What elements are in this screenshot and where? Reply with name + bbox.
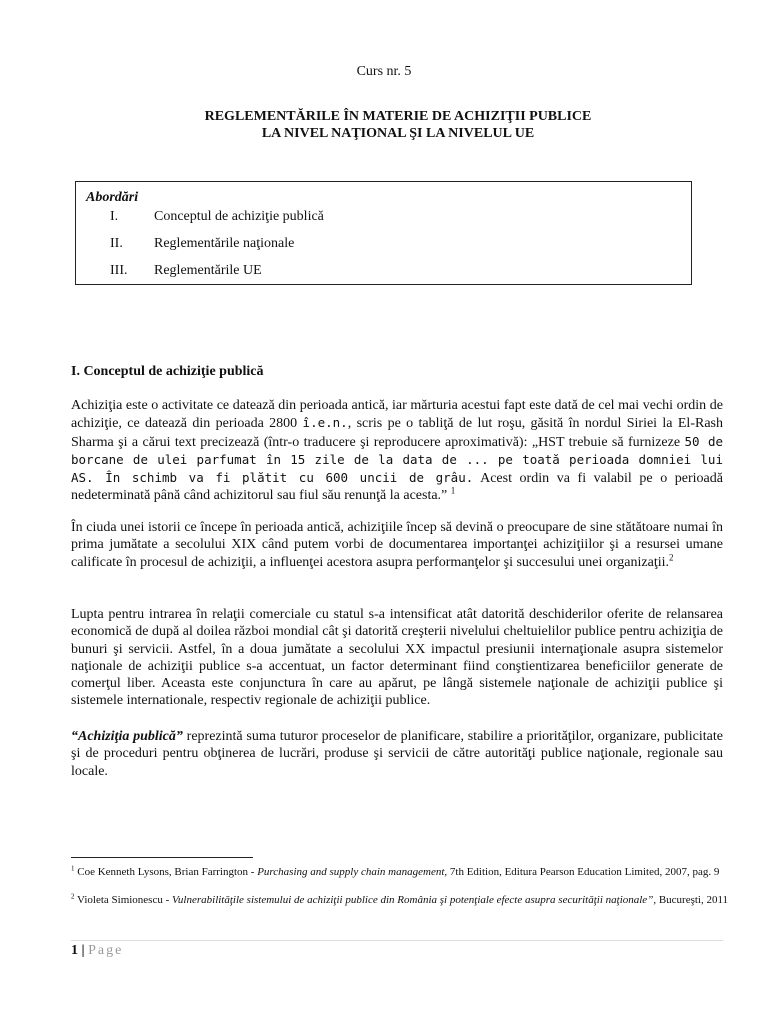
outline-item-number: I. <box>110 209 119 224</box>
outline-item <box>110 263 262 279</box>
footnote-number: 2 <box>71 892 75 901</box>
outline-item-label: Conceptul de achiziţie publică <box>154 209 324 224</box>
footnote-separator <box>71 857 253 858</box>
defined-term: “Achiziţia publică” <box>71 729 183 744</box>
footnote-text: Coe Kenneth Lysons, Brian Farrington - <box>74 866 258 878</box>
course-label: Curs nr. 5 <box>356 64 412 79</box>
page-footer <box>71 943 123 959</box>
footnote-number: 1 <box>71 864 75 873</box>
quoted-order-text: 50 de borcane de ulei parfumat în 15 zile de la data de ... pe toată perioada domniei lui AS. În schimb va fi plătit cu 600 uncii de grâu. <box>71 433 723 486</box>
page-number: 1 <box>71 943 78 958</box>
section-heading: I. Conceptul de achiziţie publică <box>71 364 264 379</box>
outline-item-number: III. <box>110 263 128 278</box>
paragraph-text: reprezintă suma tuturor proceselor de planificare, stabilire a priorităţilor, organizare, publicitate şi de proceduri pentru obţinerea de lucrări, produse şi servicii de către autorităţi publice naţionale, regionale sau locale. <box>71 729 723 779</box>
title-line-1: REGLEMENTĂRILE ÎN MATERIE DE ACHIZIŢII PUBLICE <box>204 109 592 124</box>
page-separator: | <box>78 943 89 958</box>
footnote-text: , Bucureşti, 2011 <box>653 894 729 906</box>
footnote-2 <box>71 894 731 907</box>
paragraph-text: În ciuda unei istorii ce începe în perioada antică, achiziţiile încep să devină o preocupare de sine stătătoare numai în prima jumătate a secolului XIX când putem vorbi de documentarea importanţei achiziţiilor şi a resursei umane calificate în procesul de achiziţii, a influenţei acestora asupra performanţelor şi succesului unei organizaţii. <box>71 520 723 570</box>
outline-item-label: Reglementările UE <box>154 263 262 278</box>
paragraph-1 <box>71 397 723 505</box>
paragraph-3 <box>71 606 723 710</box>
footnote-text: Violeta Simionescu - <box>74 894 173 906</box>
footer-divider <box>71 940 723 941</box>
page-label: Page <box>88 943 124 958</box>
paragraph-4 <box>71 728 723 780</box>
footnote-ref-2: 2 <box>669 551 674 562</box>
outline-item-label: Reglementările naţionale <box>154 236 295 251</box>
era-abbreviation: î.e.n. <box>302 415 348 431</box>
outline-heading: Abordări <box>86 190 139 205</box>
paragraph-text: Acest ordin va fi valabil pe o perioadă nedeterminată până când achizitorul sau fiul său renunţă la acesta.” <box>71 471 723 504</box>
outline-item <box>110 209 324 225</box>
paragraph-2 <box>71 519 723 571</box>
outline-box <box>75 181 692 285</box>
paragraph-text: , scris pe o tabliţă de lut roşu, găsită în nordul Siriei la El-Rash Sharma şi a cărui text precizează (într-o traducere şi reproducere aproximativă): „HST trebuie să furnizeze <box>71 416 723 450</box>
title-line-2: LA NIVEL NAŢIONAL ŞI LA NIVELUL UE <box>261 126 535 141</box>
paragraph-text: Achiziţia este o activitate ce datează din perioada antică, iar mărturia acestui fapt este dată de cel mai vechi ordin de achiziţie, ce datează din perioada 2800 <box>71 398 723 432</box>
footnote-text: , 7th Edition, Editura Pearson Education Limited, 2007, pag. 9 <box>444 866 720 878</box>
outline-item <box>110 236 294 252</box>
footnote-title: Vulnerabilităţile sistemului de achiziţii publice din România şi potenţiale efecte asupra securităţii naţionale” <box>172 894 654 906</box>
footnote-title: Purchasing and supply chain management <box>257 866 445 878</box>
footnote-ref-1: 1 <box>450 485 456 496</box>
document-title <box>0 108 768 142</box>
outline-item-number: II. <box>110 236 123 251</box>
paragraph-text: Lupta pentru intrarea în relaţii comerciale cu statul s-a intensificat atât datorită deschiderilor oferite de relansarea economică de după al doilea război mondial cât şi datorită creşterii nivelului cheltuielilor publice pentru achiziţia de bunuri şi servicii. Astfel, în a doua jumătate a secolului XX impactul presiunii internaţionale asupra sistemelor naţionale de achiziţii publice s-a accentuat, un factor determinant fiind conştientizarea beneficiilor generate de comerţul liber. Aceasta este conjunctura în care au apărut, pe lângă sistemele naţionale de achiziţii publice şi sistemele internationale, respectiv regionale de achiziţii publice. <box>71 607 723 709</box>
footnote-1 <box>71 866 731 879</box>
